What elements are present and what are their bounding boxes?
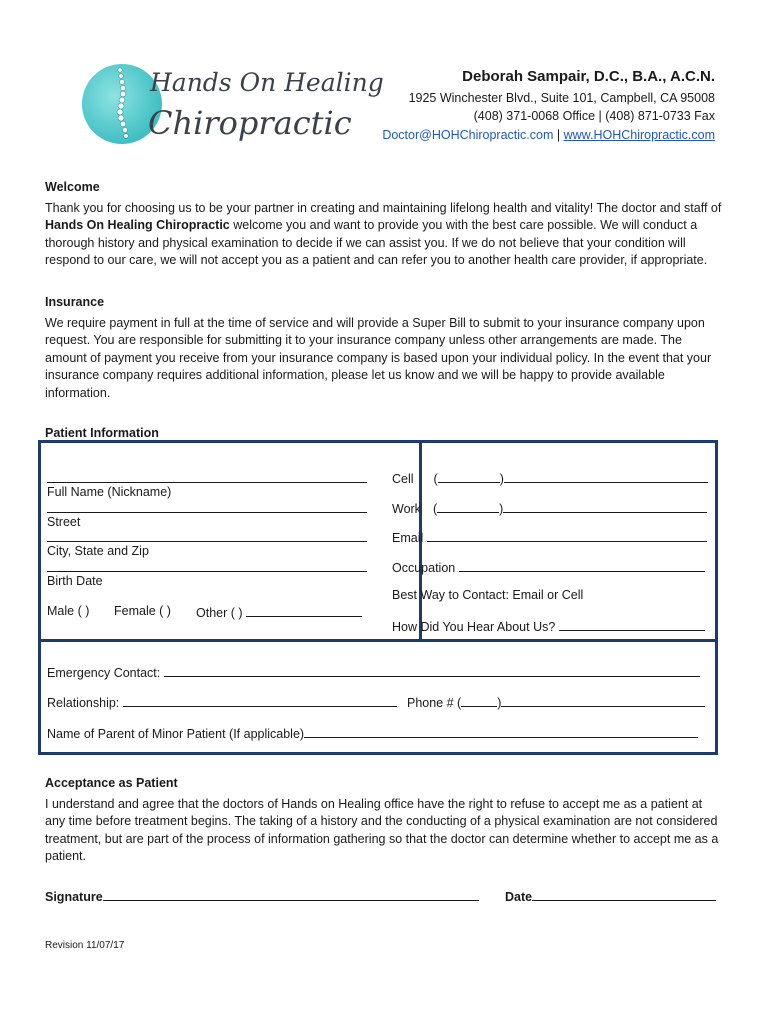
practice-logo [78, 58, 384, 150]
emergency-phone-label: Phone # ( [407, 696, 462, 710]
insurance-section [45, 294, 725, 402]
practice-phones: (408) 371-0068 Office | (408) 871-0733 Fax [473, 109, 715, 123]
birth-date-label: Birth Date [47, 574, 103, 588]
welcome-intro: Thank you for choosing us to be your partner in creating and maintaining lifelong health and vitality! The doctor and staff of [45, 200, 722, 215]
cell-paren-open: ( [433, 472, 438, 486]
patient-info-heading: Patient Information [45, 426, 159, 440]
acceptance-heading: Acceptance as Patient [45, 776, 178, 790]
doctor-name: Deborah Sampair, D.C., B.A., A.C.N. [462, 68, 715, 85]
birth-date-field[interactable] [47, 559, 367, 575]
full-name-label: Full Name (Nickname) [47, 485, 172, 499]
other-option-label: Other ( ) [196, 606, 243, 620]
cell-label: Cell [392, 472, 414, 486]
emergency-phone-paren-close: ) [497, 696, 502, 710]
revision-note: Revision 11/07/17 [45, 940, 125, 951]
work-paren-open: ( [432, 502, 438, 516]
date-label: Date [505, 890, 533, 904]
link-separator: | [553, 127, 564, 142]
cell-field[interactable] [392, 470, 708, 486]
hear-about-field[interactable] [392, 618, 705, 634]
city-field[interactable] [47, 529, 367, 545]
street-label: Street [47, 515, 81, 529]
city-label: City, State and Zip [47, 544, 149, 558]
cell-paren-close: ) [499, 472, 504, 486]
insurance-heading: Insurance [45, 295, 105, 309]
parent-name-field[interactable] [47, 725, 698, 741]
email-field[interactable] [392, 529, 707, 545]
logo-text-line1: Hands On Healing [150, 68, 384, 97]
welcome-practice-name: Hands On Healing Chiropractic [45, 218, 230, 232]
signature-field[interactable] [45, 888, 479, 904]
acceptance-section [45, 775, 725, 866]
parent-name-label: Name of Parent of Minor Patient (If applicable) [47, 727, 305, 741]
street-field[interactable] [47, 500, 367, 516]
practice-address: 1925 Winchester Blvd., Suite 101, Campbell, CA 95008 [408, 90, 715, 105]
female-option[interactable]: Female ( ) [114, 604, 171, 618]
email-label: Email [392, 531, 424, 545]
practice-header [285, 68, 715, 144]
emergency-box [38, 639, 718, 755]
emergency-contact-label: Emergency Contact: [47, 666, 161, 680]
relationship-field[interactable] [47, 694, 397, 710]
date-field[interactable] [505, 888, 716, 904]
emergency-phone-field[interactable] [407, 694, 705, 710]
email-link[interactable]: Doctor@HOHChiropractic.com [382, 127, 554, 142]
hear-about-label: How Did You Hear About Us? [392, 620, 556, 634]
signature-label: Signature [45, 890, 103, 904]
male-option[interactable]: Male ( ) [47, 604, 90, 618]
welcome-heading: Welcome [45, 180, 100, 194]
occupation-label: Occupation [392, 561, 456, 575]
emergency-contact-field[interactable] [47, 664, 700, 680]
occupation-field[interactable] [392, 559, 705, 575]
work-label: Work [392, 502, 421, 516]
website-link[interactable]: www.HOHChiropractic.com [563, 127, 715, 142]
best-way-contact: Best Way to Contact: Email or Cell [392, 588, 584, 602]
work-field[interactable] [392, 500, 707, 516]
work-paren-close: ) [499, 502, 504, 516]
full-name-field[interactable] [47, 470, 367, 486]
logo-text-line2: Chiropractic [148, 104, 352, 142]
insurance-text: We require payment in full at the time of service and will provide a Super Bill to submit to your insurance company upon request. You are responsible for submitting it to your insurance company unless other arrangements are made. The amount of payment you receive from your insurance company is based upon your individual policy. In the event that your insurance company requires additional information, please let us know and we will be happy to provide available information. [45, 315, 712, 400]
acceptance-text: I understand and agree that the doctors of Hands on Healing office have the right to refuse to accept me as a patient at any time before treatment begins. The taking of a history and the conducting of a physical examination are not considered treatment, but are part of the process of information gathering so that the doctor can determine whether to accept me as a patient. [45, 796, 719, 863]
patient-info-box [38, 440, 718, 642]
contact-links [285, 126, 715, 145]
other-option[interactable] [196, 604, 362, 620]
welcome-rest: welcome you and want to provide you with the best care possible. We will conduct a thorough history and physical examination to decide if we can assist you. If we do not believe that your condition will respond to our care, we will not accept you as a patient and can refer you to another health care provider, if appropriate. [45, 218, 708, 267]
welcome-text [45, 200, 725, 270]
relationship-label: Relationship: [47, 696, 120, 710]
welcome-section [45, 179, 725, 270]
